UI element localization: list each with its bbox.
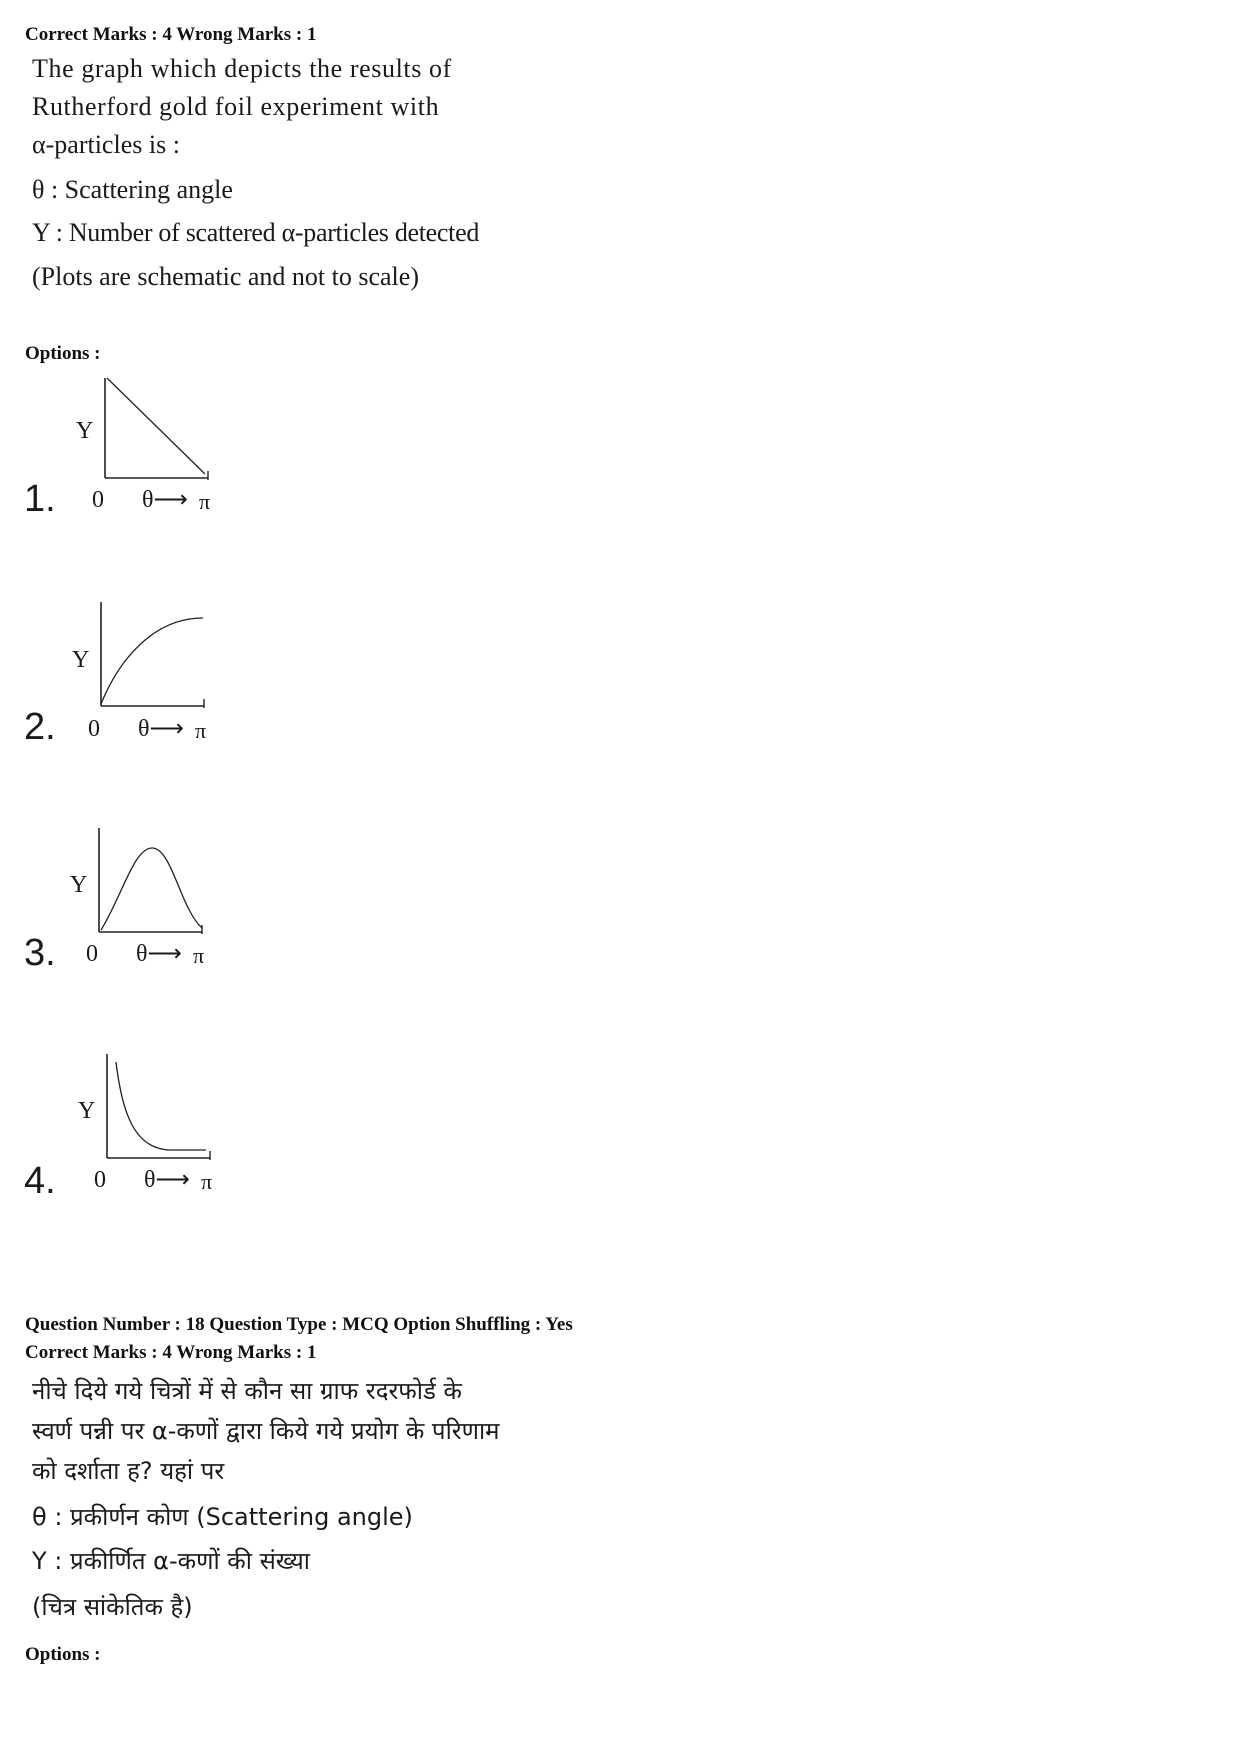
- origin-label: 0: [88, 716, 100, 742]
- q17-text-line: The graph which depicts the results of: [32, 54, 452, 83]
- pi-label: π: [199, 489, 211, 514]
- option-2-number[interactable]: 2.: [24, 706, 56, 748]
- curve-sharp-decay: [116, 1062, 206, 1150]
- option-4-number[interactable]: 4.: [24, 1160, 56, 1202]
- option-1-graph[interactable]: [60, 376, 240, 518]
- option-2-graph[interactable]: [56, 600, 236, 748]
- q17-text-line: Rutherford gold foil experiment with: [32, 92, 440, 121]
- q18-text-line: स्वर्ण पन्नी पर α-कणों द्वारा किये गये प्रयोग के परिणाम: [32, 1417, 500, 1445]
- q18-marks: Correct Marks : 4 Wrong Marks : 1: [25, 1342, 317, 1363]
- y-axis-label: Y: [78, 1098, 96, 1124]
- origin-label: 0: [92, 487, 104, 513]
- q17-text-line: (Plots are schematic and not to scale): [32, 262, 419, 291]
- y-axis-label: Y: [72, 647, 90, 673]
- theta-arrow-label: θ⟶: [144, 1167, 190, 1193]
- q17-text-line: α-particles is :: [32, 130, 180, 159]
- q17-text-line: θ : Scattering angle: [32, 175, 233, 204]
- q18-text-line: Y : प्रकीर्णित α-कणों की संख्या: [32, 1547, 310, 1575]
- option-3-graph[interactable]: [54, 826, 234, 974]
- q18-text-line: (चित्र सांकेतिक है): [32, 1593, 193, 1621]
- curve-linear-decrease: [107, 378, 205, 474]
- q18-options-label: Options :: [25, 1644, 101, 1665]
- theta-arrow-label: θ⟶: [136, 941, 182, 967]
- option-3-number[interactable]: 3.: [24, 932, 56, 974]
- theta-arrow-label: θ⟶: [142, 487, 188, 513]
- origin-label: 0: [94, 1167, 106, 1193]
- curve-peaked: [101, 848, 202, 930]
- q17-marks: Correct Marks : 4 Wrong Marks : 1: [25, 24, 317, 45]
- curve-increasing-saturating: [101, 618, 203, 704]
- pi-label: π: [193, 943, 205, 968]
- y-axis-label: Y: [70, 872, 88, 898]
- q18-text-line: को दर्शाता ह? यहां पर: [32, 1457, 225, 1485]
- pi-label: π: [201, 1169, 213, 1194]
- q18-text-line: θ : प्रकीर्णन कोण (Scattering angle): [32, 1503, 413, 1531]
- y-axis-label: Y: [76, 418, 94, 444]
- theta-arrow-label: θ⟶: [138, 716, 184, 742]
- pi-label: π: [195, 718, 207, 743]
- option-4-graph[interactable]: [62, 1052, 242, 1200]
- option-1-number[interactable]: 1.: [24, 478, 56, 520]
- q18-text-line: नीचे दिये गये चित्रों में से कौन सा ग्राफ रदरफोर्ड के: [32, 1377, 462, 1405]
- q17-text-line: Y : Number of scattered α-particles detected: [32, 218, 480, 247]
- q18-header: Question Number : 18 Question Type : MCQ Option Shuffling : Yes: [25, 1314, 573, 1335]
- origin-label: 0: [86, 941, 98, 967]
- q17-options-label: Options :: [25, 343, 101, 364]
